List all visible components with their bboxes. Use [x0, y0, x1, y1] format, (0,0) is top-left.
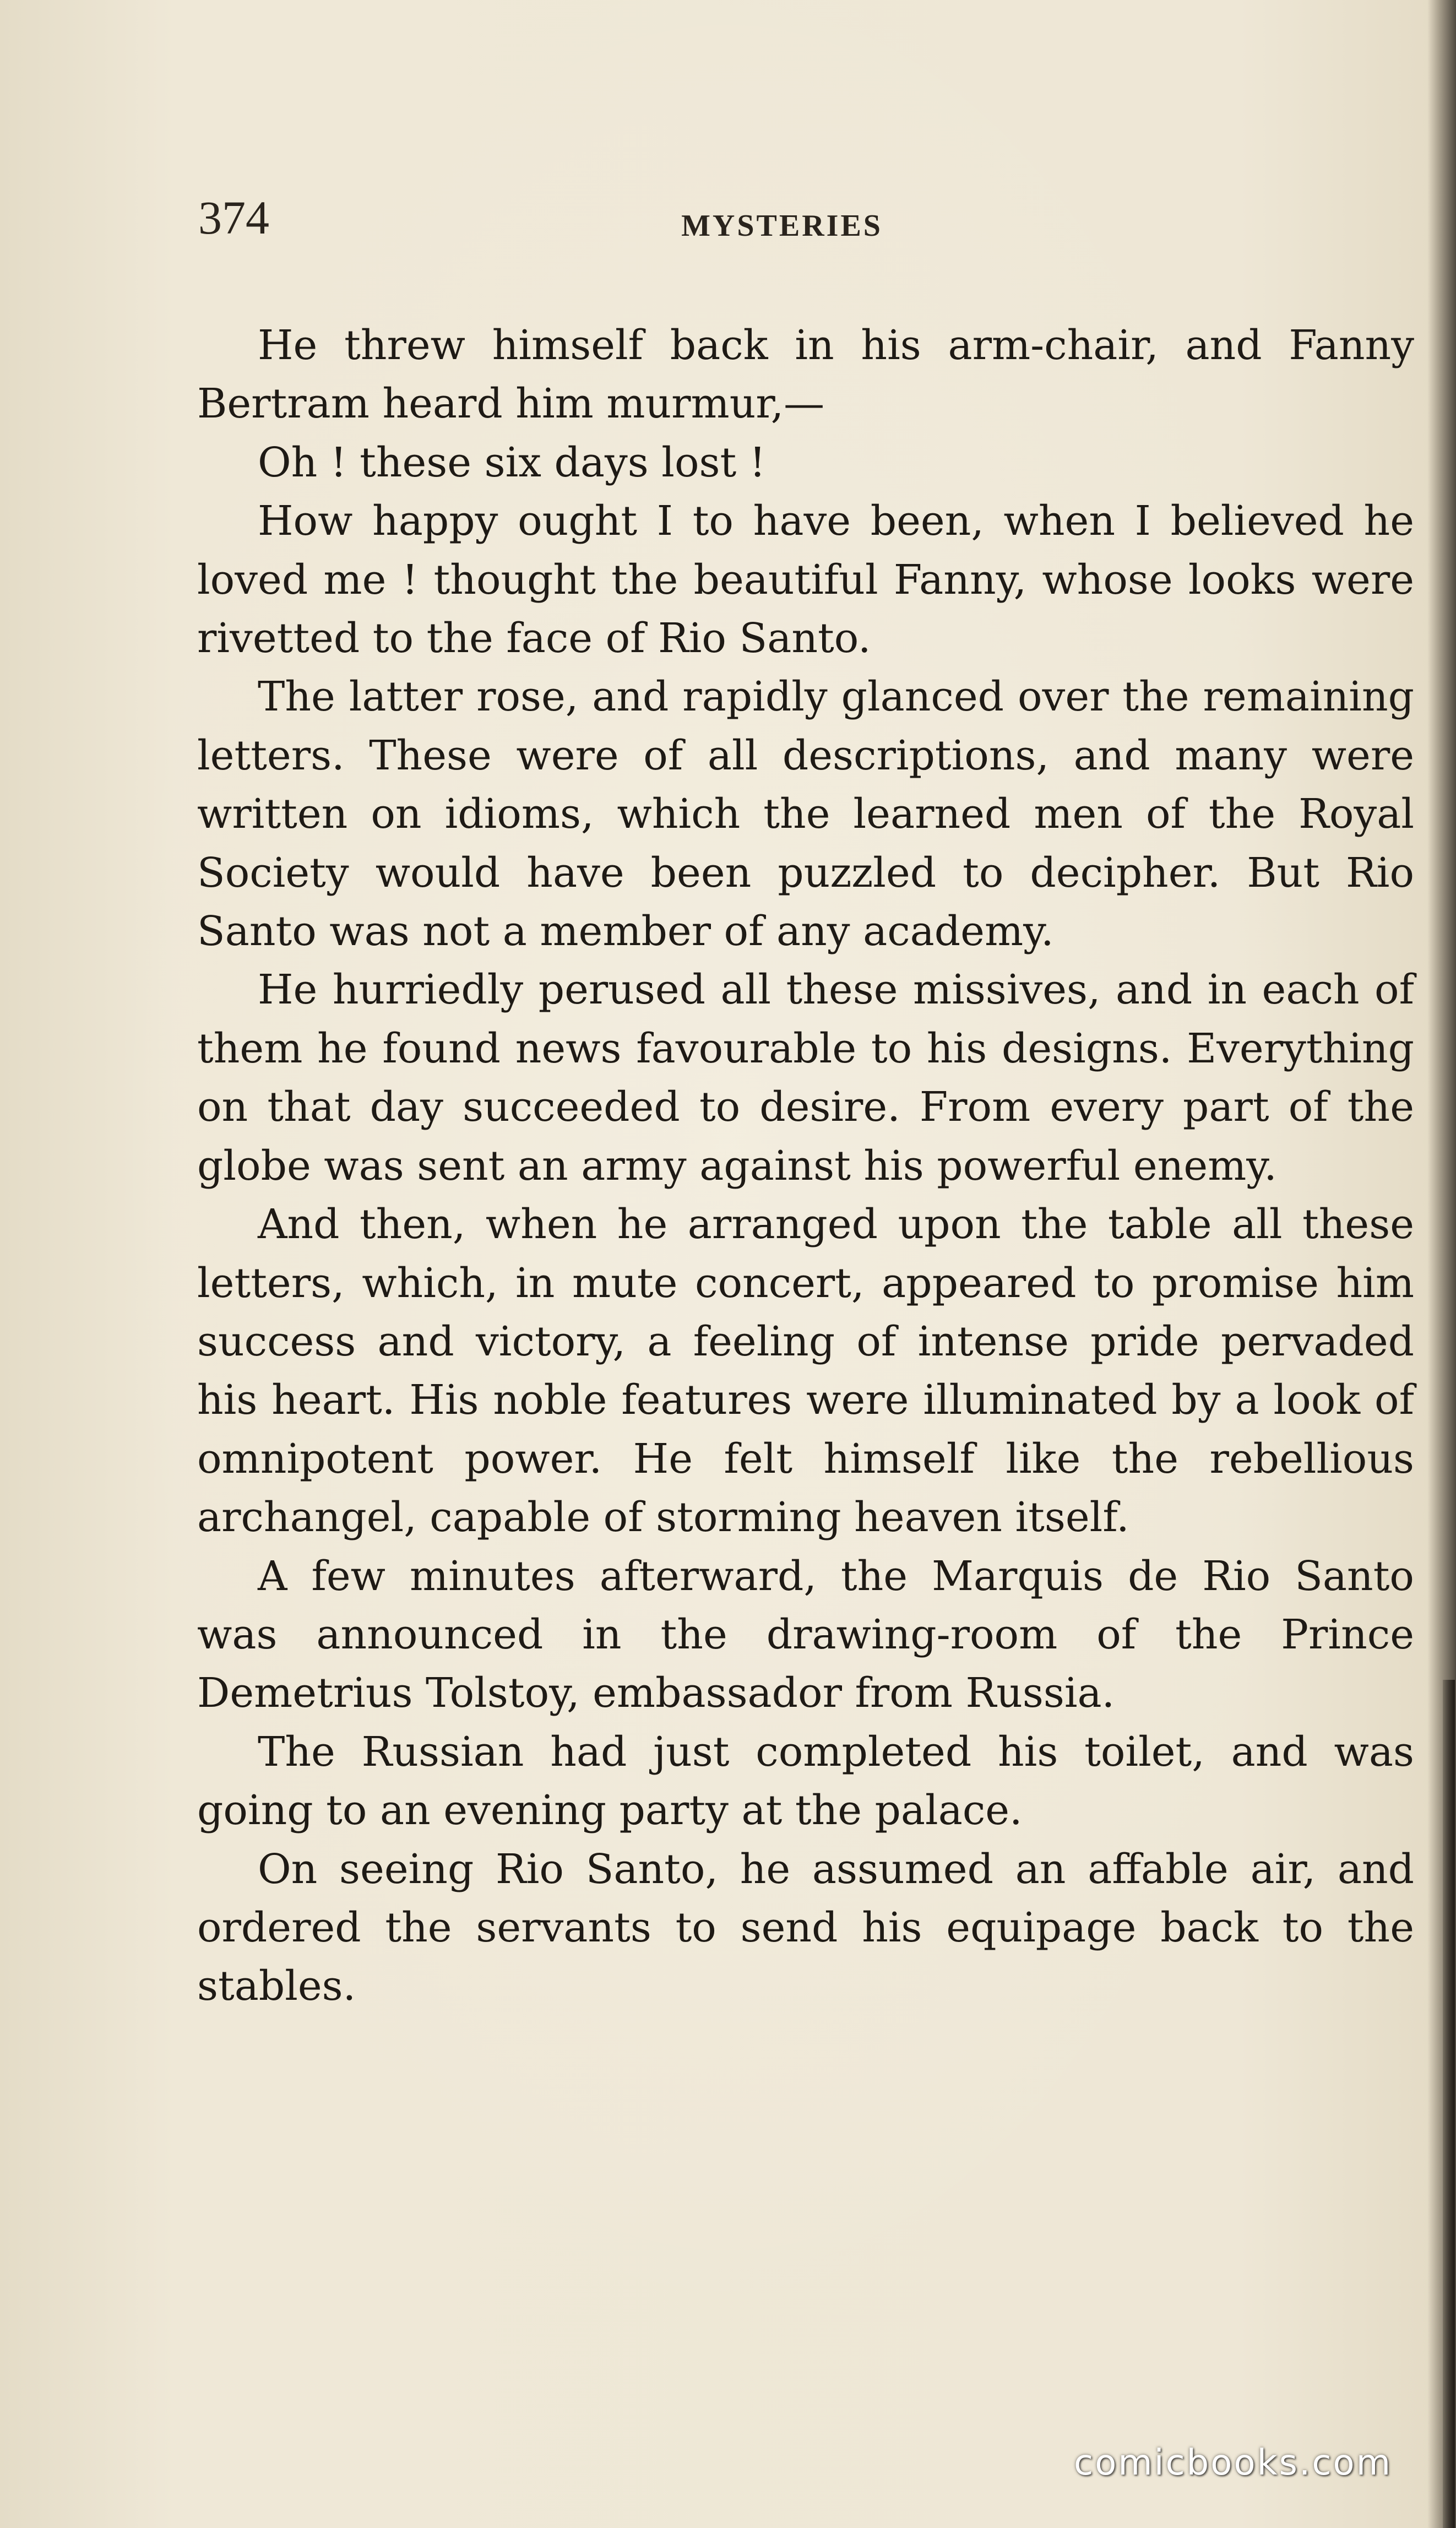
- body-text: [197, 316, 1414, 2016]
- paragraph: The latter rose, and rapidly glanced over the remaining letters. These were of all descriptions, and many were written on idioms, which the learned men of the Royal Society would have been puzzled to decipher. But Rio Santo was not a member of any academy.: [197, 673, 1414, 956]
- paragraph: And then, when he arranged upon the table all these letters, which, in mute concert, appeared to promise him success and victory, a feeling of intense pride pervaded his heart. His noble features were illuminated by a look of omnipotent power. He felt himself like the rebellious archangel, capable of storming heaven itself.: [197, 1201, 1414, 1542]
- paragraph: A few minutes afterward, the Marquis de Rio Santo was announced in the drawing-room of the Prince Demetrius Tolstoy, embassador from Russia.: [197, 1552, 1414, 1717]
- page-number: 374: [198, 191, 269, 244]
- paragraph: The Russian had just completed his toilet, and was going to an evening party at the palace.: [197, 1728, 1414, 1835]
- paragraph: How happy ought I to have been, when I believed he loved me ! thought the beautiful Fanny, whose looks were rivetted to the face of Rio Santo.: [197, 497, 1414, 663]
- paragraph: He hurriedly perused all these missives, and in each of them he found news favourable to his designs. Everything on that day succeeded to desire. From every part of the globe was sent an army against his powerful enemy.: [197, 966, 1414, 1190]
- paragraph: On seeing Rio Santo, he assumed an affable air, and ordered the servants to send his equipage back to the stables.: [197, 1845, 1414, 2010]
- binding-edge: [1443, 1680, 1455, 2528]
- paragraph: He threw himself back in his arm-chair, and Fanny Bertram heard him murmur,—: [197, 322, 1414, 428]
- watermark: comicbooks.com: [1074, 2443, 1393, 2483]
- running-head: MYSTERIES: [681, 209, 883, 243]
- paragraph: Oh ! these six days lost !: [258, 438, 766, 486]
